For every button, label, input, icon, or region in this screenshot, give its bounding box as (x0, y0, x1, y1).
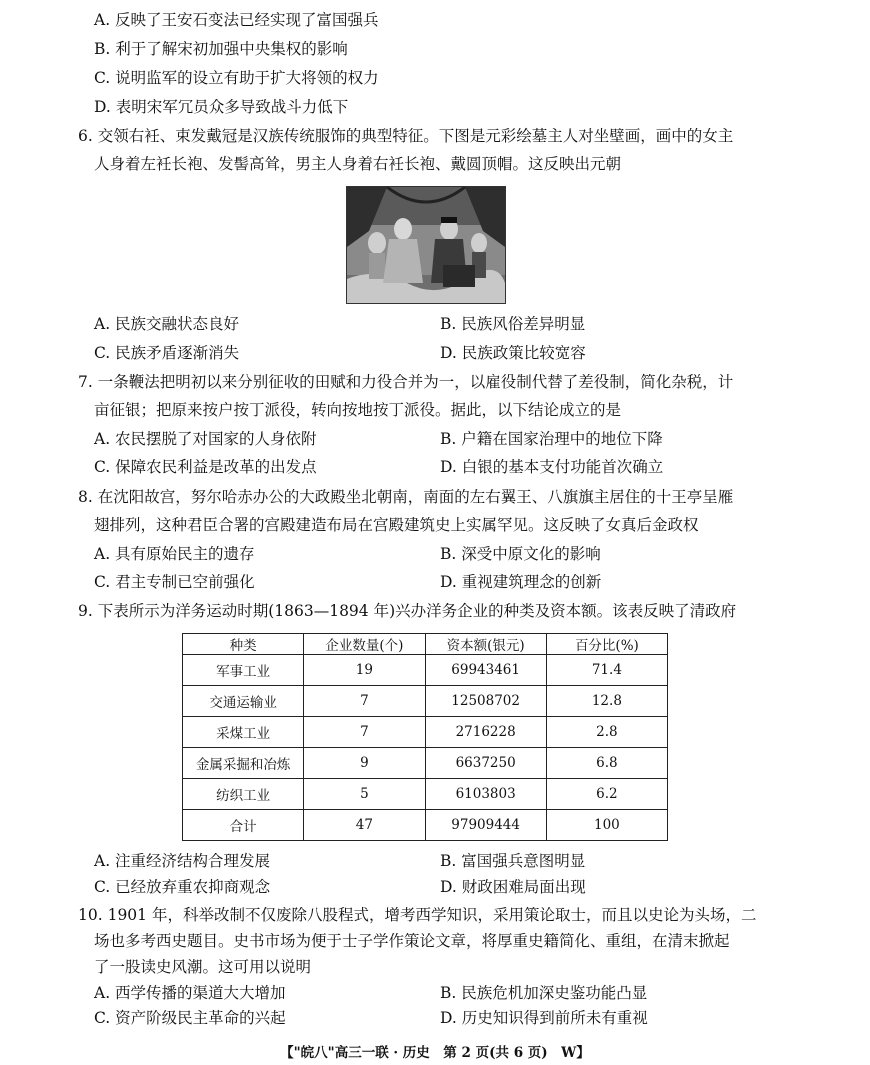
table-row (183, 810, 668, 841)
q7-option-d: D. 白银的基本支付功能首次确立 (440, 458, 664, 476)
table-cell: 97909444 (425, 810, 546, 841)
q8-option-a: A. 具有原始民主的遗存 (94, 545, 255, 563)
q6-option-c: C. 民族矛盾逐渐消失 (94, 344, 240, 362)
q6-option-d: D. 民族政策比较宽容 (440, 344, 586, 362)
q10-stem-line3: 了一股读史风潮。这可用以说明 (94, 958, 312, 976)
q10-option-b: B. 民族危机加深史鉴功能凸显 (440, 984, 648, 1002)
q8-stem-line1: 8. 在沈阳故宫，努尔哈赤办公的大政殿坐北朝南，南面的左右翼王、八旗旗主居住的十王亭呈雁 (78, 488, 734, 506)
mural-illustration-icon (347, 187, 505, 303)
table-cell: 军事工业 (183, 655, 304, 686)
q8-option-c: C. 君主专制已空前强化 (94, 573, 255, 591)
q8-option-d: D. 重视建筑理念的创新 (440, 573, 602, 591)
q9-option-a: A. 注重经济结构合理发展 (94, 852, 271, 870)
table-cell: 交通运输业 (183, 686, 304, 717)
q6-option-a: A. 民族交融状态良好 (94, 315, 240, 333)
q8-stem-line2: 翅排列，这种君臣合署的宫殿建造布局在宫殿建筑史上实属罕见。这反映了女真后金政权 (94, 516, 699, 534)
table-row (183, 779, 668, 810)
q10-stem-line2: 场也多考西史题目。史书市场为便于士子学作策论文章，将厚重史籍简化、重组，在清末掀起 (94, 932, 730, 950)
q5-option-d: D. 表明宋军冗员众多导致战斗力低下 (94, 98, 349, 116)
table-cell: 47 (304, 810, 425, 841)
q9-stem-line1: 9. 下表所示为洋务运动时期(1863—1894 年)兴办洋务企业的种类及资本额。该表反映了清政府 (78, 602, 737, 620)
table-cell: 纺织工业 (183, 779, 304, 810)
q8-option-b: B. 深受中原文化的影响 (440, 545, 601, 563)
table-row (183, 717, 668, 748)
table-cell: 71.4 (546, 655, 667, 686)
table-cell: 6.2 (546, 779, 667, 810)
table-cell: 金属采掘和冶炼 (183, 748, 304, 779)
q5-option-b: B. 利于了解宋初加强中央集权的影响 (94, 40, 348, 58)
table-cell: 2716228 (425, 717, 546, 748)
q7-stem-line2: 亩征银；把原来按户按丁派役，转向按地按丁派役。据此，以下结论成立的是 (94, 401, 622, 419)
q9-option-b: B. 富国强兵意图明显 (440, 852, 586, 870)
table-row (183, 748, 668, 779)
q7-option-a: A. 农民摆脱了对国家的人身依附 (94, 430, 317, 448)
table-cell: 12.8 (546, 686, 667, 717)
table-cell: 6637250 (425, 748, 546, 779)
table-header-cell: 百分比(%) (546, 634, 667, 655)
q10-option-c: C. 资产阶级民主革命的兴起 (94, 1009, 286, 1027)
table-cell: 6.8 (546, 748, 667, 779)
q9-option-d: D. 财政困难局面出现 (440, 878, 586, 896)
table-cell: 6103803 (425, 779, 546, 810)
table-header-row (183, 634, 668, 655)
table-cell: 2.8 (546, 717, 667, 748)
table-cell: 7 (304, 686, 425, 717)
table-cell: 合计 (183, 810, 304, 841)
table-cell: 12508702 (425, 686, 546, 717)
table-header-cell: 资本额(银元) (425, 634, 546, 655)
table-cell: 9 (304, 748, 425, 779)
q5-option-a: A. 反映了王安石变法已经实现了富国强兵 (94, 11, 379, 29)
page-footer: 【"皖八"高三一联 · 历史 第 2 页(共 6 页) W】 (280, 1045, 590, 1061)
q9-option-c: C. 已经放弃重农抑商观念 (94, 878, 271, 896)
table-row (183, 686, 668, 717)
enterprise-table (182, 633, 668, 841)
q6-stem-line1: 6. 交领右衽、束发戴冠是汉族传统服饰的典型特征。下图是元彩绘墓主人对坐壁画，画中的女主 (78, 127, 734, 145)
q7-option-c: C. 保障农民利益是改革的出发点 (94, 458, 317, 476)
q10-option-a: A. 西学传播的渠道大大增加 (94, 984, 286, 1002)
mural-figure (346, 186, 506, 304)
table-cell: 5 (304, 779, 425, 810)
q6-stem-line2: 人身着左衽长袍、发髻高耸，男主人身着右衽长袍、戴圆顶帽。这反映出元朝 (94, 155, 622, 173)
q7-option-b: B. 户籍在国家治理中的地位下降 (440, 430, 663, 448)
q7-stem-line1: 7. 一条鞭法把明初以来分别征收的田赋和力役合并为一，以雇役制代替了差役制，简化杂税，计 (78, 373, 734, 391)
q10-stem-line1: 10. 1901 年，科举改制不仅废除八股程式，增考西学知识，采用策论取士，而且以史论为头场，二 (78, 906, 757, 924)
q5-option-c: C. 说明监军的设立有助于扩大将领的权力 (94, 69, 379, 87)
table-header-cell: 企业数量(个) (304, 634, 425, 655)
table-cell: 采煤工业 (183, 717, 304, 748)
q10-option-d: D. 历史知识得到前所未有重视 (440, 1009, 648, 1027)
table-cell: 100 (546, 810, 667, 841)
table-header-cell: 种类 (183, 634, 304, 655)
table-cell: 69943461 (425, 655, 546, 686)
table-cell: 7 (304, 717, 425, 748)
q6-option-b: B. 民族风俗差异明显 (440, 315, 586, 333)
table-cell: 19 (304, 655, 425, 686)
table-row (183, 655, 668, 686)
